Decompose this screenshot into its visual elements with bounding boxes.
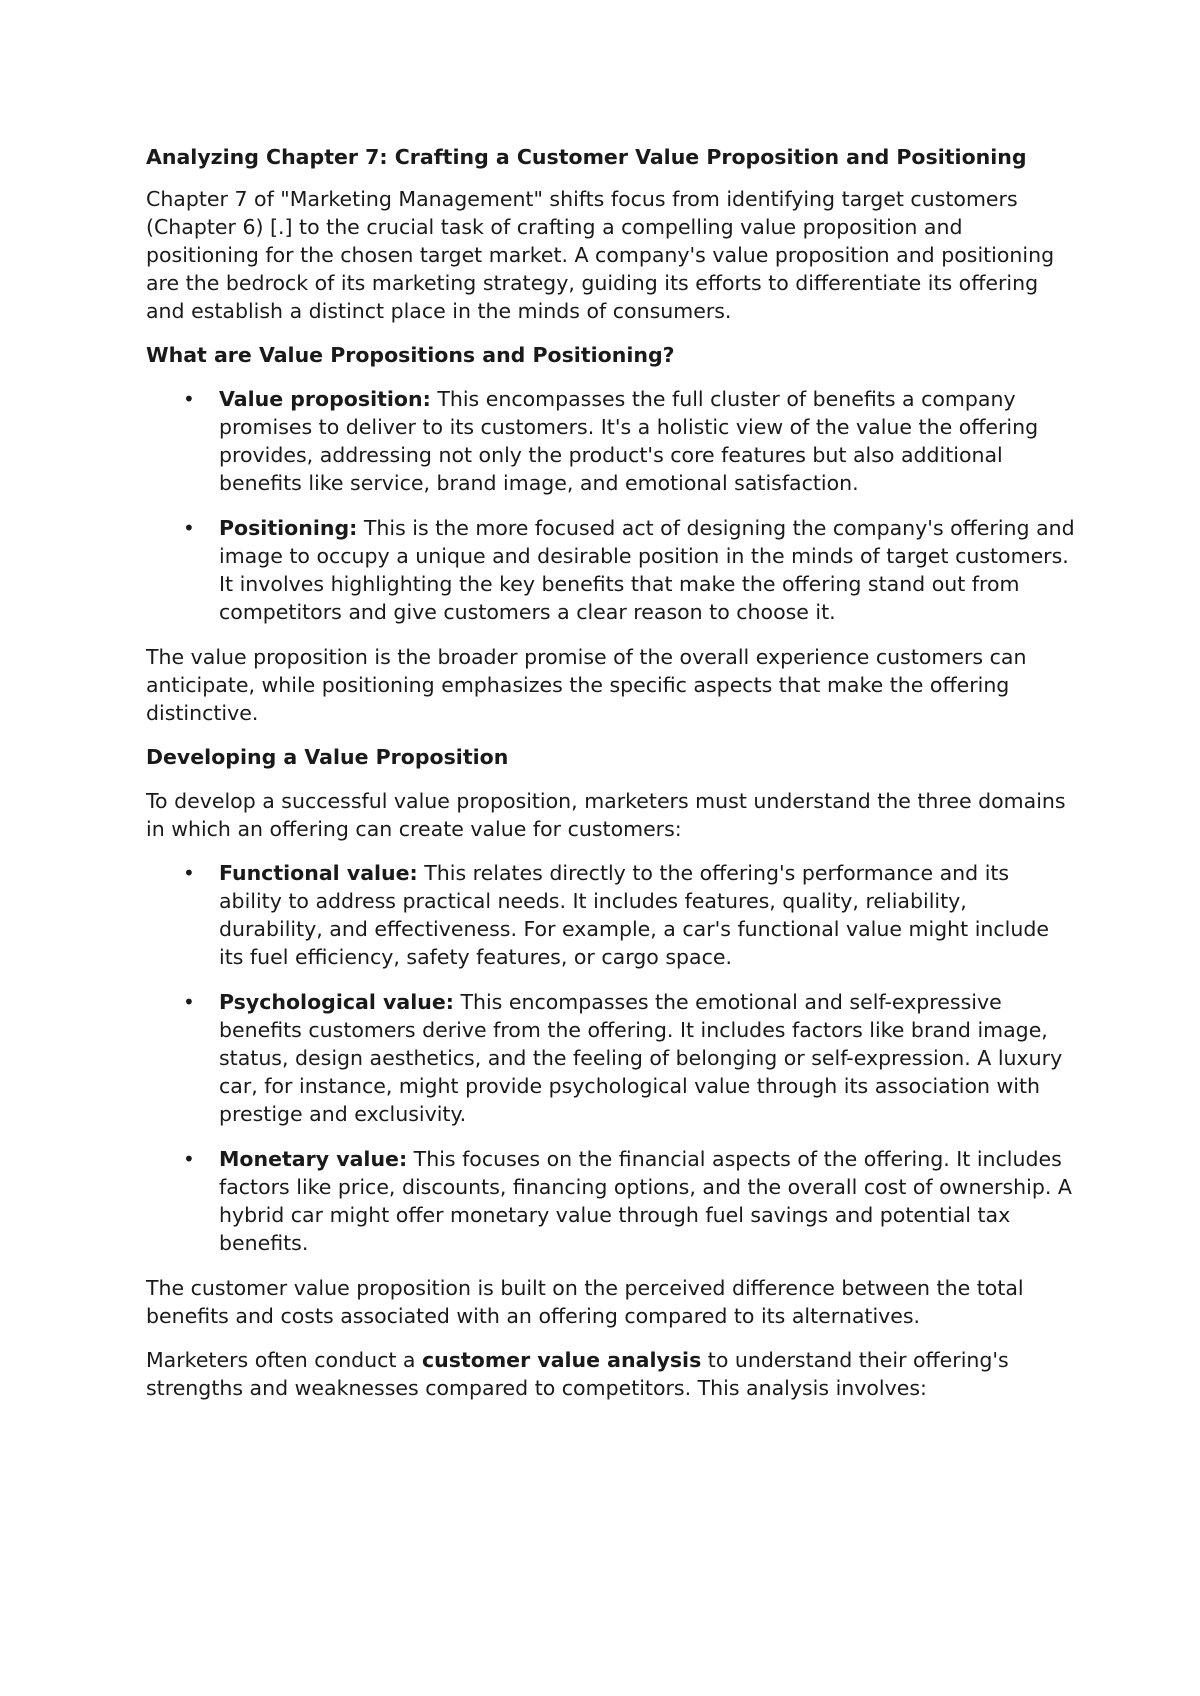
- document-title: Analyzing Chapter 7: Crafting a Customer Value Proposition and Positioning: [146, 145, 1027, 169]
- bullet-icon: •: [183, 1147, 195, 1171]
- bullet-icon: •: [183, 516, 195, 540]
- list-item: [146, 385, 1076, 497]
- list-item: [146, 1145, 1076, 1257]
- list-item-term: Functional value:: [219, 861, 418, 885]
- list-item-term: Positioning:: [219, 516, 358, 540]
- intro-paragraph: Chapter 7 of "Marketing Management" shifts focus from identifying target customers (Chapter 6) [.] to the crucial task of crafting a compelling value proposition and positioning for the chosen target market. A company's value proposition and positioning are the bedrock of its marketing strategy, guiding its efforts to differentiate its offering and establish a distinct place in the minds of consumers.: [146, 187, 1055, 323]
- list-item-text: This encompasses the full cluster of benefits a company promises to deliver to its customers. It's a holistic view of the value the offering provides, addressing not only the product's core features but also additional benefits like service, brand image, and emotional satisfaction.: [219, 387, 1039, 495]
- section-heading-value-propositions: What are Value Propositions and Positioning?: [146, 343, 675, 367]
- list-item-term: Value proposition:: [219, 387, 431, 411]
- definitions-list: [146, 385, 1076, 626]
- paragraph-text-before: Marketers often conduct a: [146, 1348, 422, 1372]
- section2-intro-paragraph: To develop a successful value proposition, marketers must understand the three domains in which an offering can create value for customers:: [146, 789, 1066, 841]
- bullet-icon: •: [183, 387, 195, 411]
- value-domains-list: [146, 859, 1076, 1257]
- section-heading-developing: Developing a Value Proposition: [146, 745, 509, 769]
- list-item-text: This focuses on the financial aspects of the offering. It includes factors like price, discounts, financing options, and the overall cost of ownership. A hybrid car might offer monetary value through fuel savings and potential tax benefits.: [219, 1147, 1072, 1255]
- paragraph-text-after: to understand their offering's strengths and weaknesses compared to competitors. This analysis involves:: [146, 1348, 1009, 1400]
- list-item-term: Psychological value:: [219, 990, 454, 1014]
- list-item-text: This relates directly to the offering's performance and its ability to address practical needs. It includes features, quality, reliability, durability, and effectiveness. For example, a car's functional value might include its fuel efficiency, safety features, or cargo space.: [219, 861, 1049, 969]
- list-item: [146, 859, 1076, 971]
- value-proposition-paragraph: The customer value proposition is built on the perceived difference between the total benefits and costs associated with an offering compared to its alternatives.: [146, 1276, 1024, 1328]
- list-item-text: This encompasses the emotional and self-expressive benefits customers derive from the offering. It includes factors like brand image, status, design aesthetics, and the feeling of belonging or self-expression. A luxury car, for instance, might provide psychological value through its association with prestige and exclusivity.: [219, 990, 1063, 1126]
- list-item-text: This is the more focused act of designing the company's offering and image to occupy a unique and desirable position in the minds of target customers. It involves highlighting the key benefits that make the offering stand out from competitors and give customers a clear reason to choose it.: [219, 516, 1075, 624]
- customer-value-analysis-term: customer value analysis: [421, 1348, 702, 1372]
- list-item: [146, 514, 1076, 626]
- list-item-term: Monetary value:: [219, 1147, 408, 1171]
- bullet-icon: •: [183, 861, 195, 885]
- customer-value-analysis-paragraph: [146, 1346, 1076, 1402]
- bullet-icon: •: [183, 990, 195, 1014]
- document-page: [146, 143, 1076, 1418]
- section1-closing-paragraph: The value proposition is the broader promise of the overall experience customers can anticipate, while positioning emphasizes the specific aspects that make the offering distinctive.: [146, 645, 1027, 725]
- list-item: [146, 988, 1076, 1128]
